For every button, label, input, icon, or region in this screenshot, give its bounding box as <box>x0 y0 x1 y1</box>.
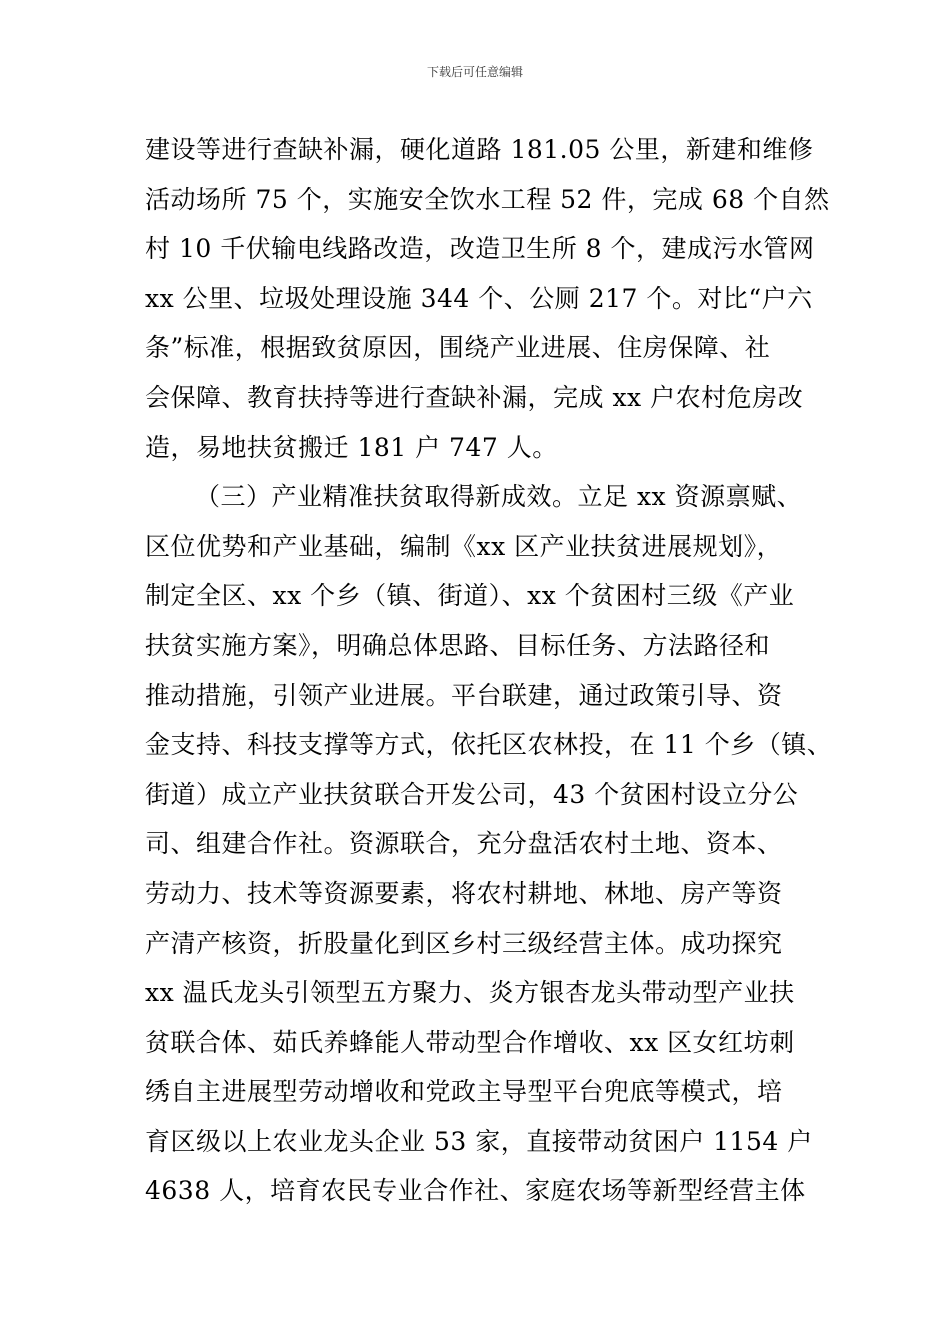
text-line: 制定全区、xx 个乡（镇、街道）、xx 个贫困村三级《产业 <box>145 581 795 611</box>
text-line: 会保障、教育扶持等进行查缺补漏，完成 xx 户农村危房改 <box>145 382 804 412</box>
section-heading-line: （三）产业精准扶贫取得新成效。立足 xx 资源禀赋、 <box>195 482 803 512</box>
text-line: 条”标准，根据致贫原因，围绕产业进展、住房保障、社 <box>145 333 771 363</box>
page-header: 下载后可任意编辑 <box>426 65 523 79</box>
text-line: 扶贫实施方案》，明确总体思路、目标任务、方法路径和 <box>145 630 771 660</box>
text-line: 建设等进行查缺补漏，硬化道路 181.05 公里，新建和维修 <box>145 135 814 164</box>
text-line: 4638 人，培育农民专业合作社、家庭农场等新型经营主体 <box>145 1176 806 1206</box>
text-line: 街道）成立产业扶贫联合开发公司，43 个贫困村设立分公 <box>145 779 799 809</box>
text-line: 推动措施，引领产业进展。平台联建，通过政策引导、资 <box>145 680 783 710</box>
text-line: 贫联合体、茹氏养蜂能人带动型合作增收、xx 区女红坊刺 <box>145 1027 795 1057</box>
text-line: 造，易地扶贫搬迁 181 户 747 人。 <box>145 432 558 462</box>
text-line: 金支持、科技支撑等方式，依托区农林投，在 11 个乡（镇、 <box>145 730 833 760</box>
text-line: 活动场所 75 个，实施安全饮水工程 52 件，完成 68 个自然 <box>145 184 830 214</box>
text-line: 劳动力、技术等资源要素，将农村耕地、林地、房产等资 <box>145 878 783 908</box>
text-line: 区位优势和产业基础，编制《xx 区产业扶贫进展规划》， <box>145 531 783 561</box>
text-line: 司、组建合作社。资源联合，充分盘活农村土地、资本、 <box>145 829 783 859</box>
text-line: xx 公里、垃圾处理设施 344 个、公厕 217 个。对比“户六 <box>145 283 813 313</box>
text-line: 村 10 千伏输电线路改造，改造卫生所 8 个，建成污水管网 <box>145 234 815 264</box>
text-line: xx 温氏龙头引领型五方聚力、炎方银杏龙头带动型产业扶 <box>145 978 795 1008</box>
text-line: 育区级以上农业龙头企业 53 家，直接带动贫困户 1154 户 <box>145 1126 813 1156</box>
document-body <box>145 125 833 1216</box>
text-line: 绣自主进展型劳动增收和党政主导型平台兜底等模式，培 <box>145 1077 783 1107</box>
text-line: 产清产核资，折股量化到区乡村三级经营主体。成功探究 <box>145 928 783 958</box>
